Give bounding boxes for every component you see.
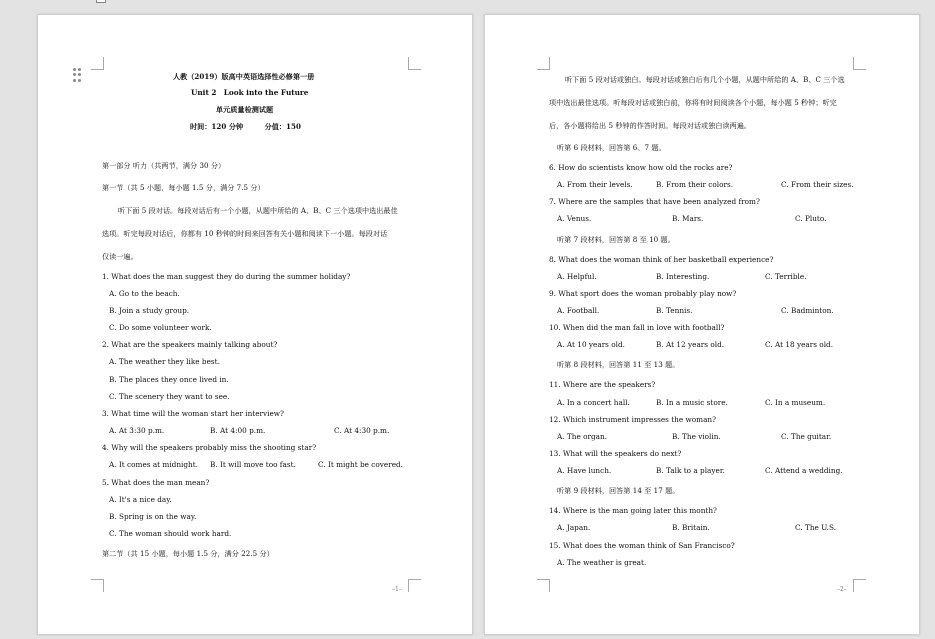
option: A. Venus. bbox=[557, 214, 592, 223]
question-stem: 2. What are the speakers mainly talking about? bbox=[102, 340, 278, 349]
option: C. Do some volunteer work. bbox=[109, 323, 212, 332]
option: A. It comes at midnight. bbox=[109, 460, 199, 469]
crop-mark-top-right bbox=[853, 57, 866, 70]
crop-mark-bottom-right bbox=[853, 579, 866, 592]
crop-mark-top-right bbox=[408, 57, 421, 70]
crop-mark-bottom-left bbox=[537, 579, 550, 592]
option: B. At 12 years old. bbox=[656, 340, 725, 349]
option: C. Badminton. bbox=[781, 306, 834, 315]
option: B. The places they once lived in. bbox=[109, 375, 229, 384]
question-stem: 8. What does the woman think of her basketball experience? bbox=[549, 255, 774, 264]
document-page-2 bbox=[484, 14, 920, 635]
option: B. Spring is on the way. bbox=[109, 512, 197, 521]
option: A. At 10 years old. bbox=[557, 340, 625, 349]
doc-subtitle: 单元质量检测试题 bbox=[216, 105, 274, 114]
question-stem: 1. What does the man suggest they do during the summer holiday? bbox=[102, 272, 351, 281]
page-number: –1– bbox=[392, 586, 402, 593]
option: B. Mars. bbox=[672, 214, 704, 223]
question-stem: 4. Why will the speakers probably miss the shooting star? bbox=[102, 443, 317, 452]
drag-handle-icon[interactable] bbox=[73, 68, 81, 82]
question-stem: 10. When did the man fall in love with football? bbox=[549, 323, 725, 332]
option: B. In a music store. bbox=[656, 398, 728, 407]
question-stem: 9. What sport does the woman probably play now? bbox=[549, 289, 737, 298]
crop-mark-top-left bbox=[91, 57, 104, 70]
option: C. At 18 years old. bbox=[765, 340, 834, 349]
option: B. From their colors. bbox=[656, 180, 734, 189]
option: B. The violin. bbox=[672, 432, 721, 441]
option: C. Terrible. bbox=[765, 272, 807, 281]
question-stem: 11. Where are the speakers? bbox=[549, 380, 656, 389]
unit-title: Unit 2 Look into the Future bbox=[191, 88, 309, 97]
question-stem: 7. Where are the samples that have been analyzed from? bbox=[549, 197, 760, 206]
option: C. From their sizes. bbox=[781, 180, 854, 189]
option: C. At 4:30 p.m. bbox=[334, 426, 390, 435]
option: C. It might be covered. bbox=[318, 460, 403, 469]
crop-mark-top-left bbox=[537, 57, 550, 70]
option: A. Go to the beach. bbox=[109, 289, 180, 298]
instruction-line: 选项。听完每段对话后，你都有 10 秒钟的时间来回答有关小题和阅读下一小题。每段对话 bbox=[102, 229, 388, 238]
option: B. Join a study group. bbox=[109, 306, 190, 315]
time-score: 时间：120 分钟 分值：150 bbox=[190, 122, 302, 131]
option: A. Have lunch. bbox=[557, 466, 612, 475]
top-checkbox-icon bbox=[96, 0, 106, 3]
option: B. At 4:00 p.m. bbox=[210, 426, 266, 435]
question-stem: 14. Where is the man going later this month? bbox=[549, 506, 717, 515]
question-stem: 13. What will the speakers do next? bbox=[549, 449, 682, 458]
instruction-line: 听下面 5 段对话。每段对话后有一个小题，从题中所给的 A、B、C 三个选项中选出最佳 bbox=[118, 206, 398, 215]
instruction-line: 听下面 5 段对话或独白。每段对话或独白后有几个小题，从题中所给的 A、B、C 三个选 bbox=[565, 75, 845, 84]
section2-heading: 第二节（共 15 小题，每小题 1.5 分，满分 22.5 分） bbox=[102, 549, 274, 558]
option: A. At 3:30 p.m. bbox=[109, 426, 165, 435]
option: A. Football. bbox=[557, 306, 600, 315]
option: A. The organ. bbox=[557, 432, 608, 441]
question-stem: 5. What does the man mean? bbox=[102, 478, 210, 487]
option: A. The weather they like best. bbox=[109, 357, 220, 366]
option: C. Attend a wedding. bbox=[765, 466, 843, 475]
option: B. Talk to a player. bbox=[656, 466, 725, 475]
instruction-line: 后，各小题将给出 5 秒钟的作答时间。每段对话或独白读两遍。 bbox=[549, 121, 752, 130]
option: C. The U.S. bbox=[795, 523, 837, 532]
question-stem: 6. How do scientists know how old the rocks are? bbox=[549, 163, 733, 172]
option: A. In a concert hall. bbox=[557, 398, 630, 407]
material-heading: 听第 7 段材料，回答第 8 至 10 题。 bbox=[557, 235, 675, 244]
material-heading: 听第 8 段材料，回答第 11 至 13 题。 bbox=[557, 360, 680, 369]
part1-heading: 第一部分 听力（共两节，满分 30 分） bbox=[102, 161, 226, 170]
question-stem: 15. What does the woman think of San Francisco? bbox=[549, 541, 735, 550]
option: A. From their levels. bbox=[557, 180, 633, 189]
question-stem: 3. What time will the woman start her interview? bbox=[102, 409, 284, 418]
option: B. Britain. bbox=[672, 523, 710, 532]
option: C. Pluto. bbox=[795, 214, 827, 223]
crop-mark-bottom-left bbox=[91, 579, 104, 592]
option: B. Interesting. bbox=[656, 272, 710, 281]
option: C. The scenery they want to see. bbox=[109, 392, 230, 401]
material-heading: 听第 9 段材料，回答第 14 至 17 题。 bbox=[557, 486, 680, 495]
option: A. The weather is great. bbox=[557, 558, 647, 567]
option: A. It's a nice day. bbox=[109, 495, 172, 504]
option: A. Helpful. bbox=[557, 272, 597, 281]
option: B. It will move too fast. bbox=[210, 460, 296, 469]
section1-heading: 第一节（共 5 小题，每小题 1.5 分，满分 7.5 分） bbox=[102, 183, 265, 192]
question-stem: 12. Which instrument impresses the woman? bbox=[549, 415, 717, 424]
instruction-line: 项中选出最佳选项。听每段对话或独白前，你将有时间阅读各个小题，每小题 5 秒钟；听完 bbox=[549, 98, 837, 107]
document-page-1 bbox=[37, 14, 473, 635]
material-heading: 听第 6 段材料，回答第 6、7 题。 bbox=[557, 143, 666, 152]
doc-title: 人教（2019）版高中英语选择性必修第一册 bbox=[173, 72, 315, 81]
option: A. Japan. bbox=[557, 523, 591, 532]
instruction-line: 仅读一遍。 bbox=[102, 252, 138, 261]
option: C. The guitar. bbox=[781, 432, 832, 441]
crop-mark-bottom-right bbox=[408, 579, 421, 592]
option: B. Tennis. bbox=[656, 306, 693, 315]
option: C. In a museum. bbox=[765, 398, 826, 407]
option: C. The woman should work hard. bbox=[109, 529, 232, 538]
page-number: –2– bbox=[837, 586, 847, 593]
